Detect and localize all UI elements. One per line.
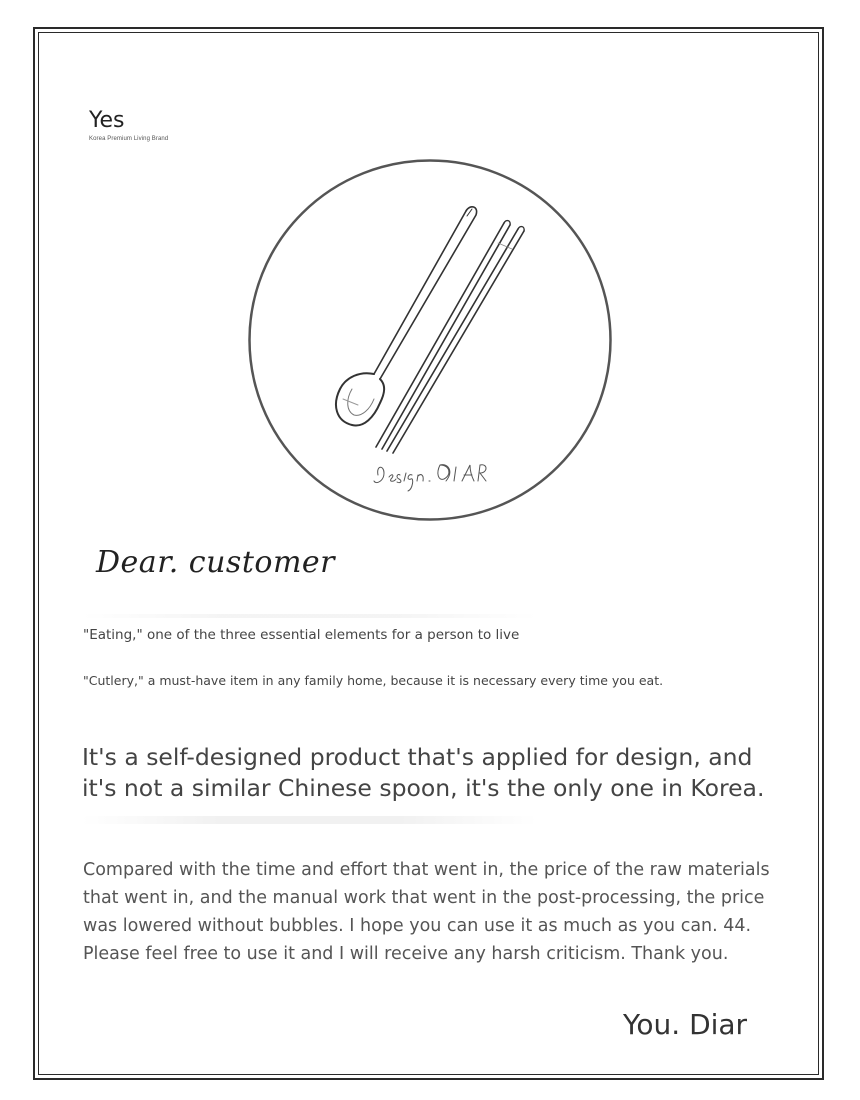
design-signature-mark <box>374 465 486 491</box>
greeting: Dear. customer <box>96 545 335 580</box>
chopsticks-icon <box>376 221 524 453</box>
headline: It's a self-designed product that's applied for design, and it's not a similar Chinese spoon, it's the only one in Korea. <box>82 743 765 802</box>
product-illustration <box>248 159 612 521</box>
divider <box>82 816 537 824</box>
brand-name: Yes <box>89 108 125 133</box>
intro-line-cutlery: "Cutlery," a must-have item in any family home, because it is necessary every time you eat. <box>83 673 664 688</box>
brand-tagline: Korea Premium Living Brand <box>89 136 169 142</box>
signature: You. Diar <box>623 1008 748 1041</box>
body-paragraph: Compared with the time and effort that went in, the price of the raw materials that went in, and the manual work that went in the post-processing, the price was lowered without bubbles. I hope you can use it as much as you can. 44. Please feel free to use it and I will receive any harsh criticism. Thank you. <box>83 860 770 964</box>
intro-line-eating: "Eating," one of the three essential elements for a person to live <box>83 627 520 643</box>
divider <box>82 614 537 618</box>
brand-logo <box>89 110 168 142</box>
